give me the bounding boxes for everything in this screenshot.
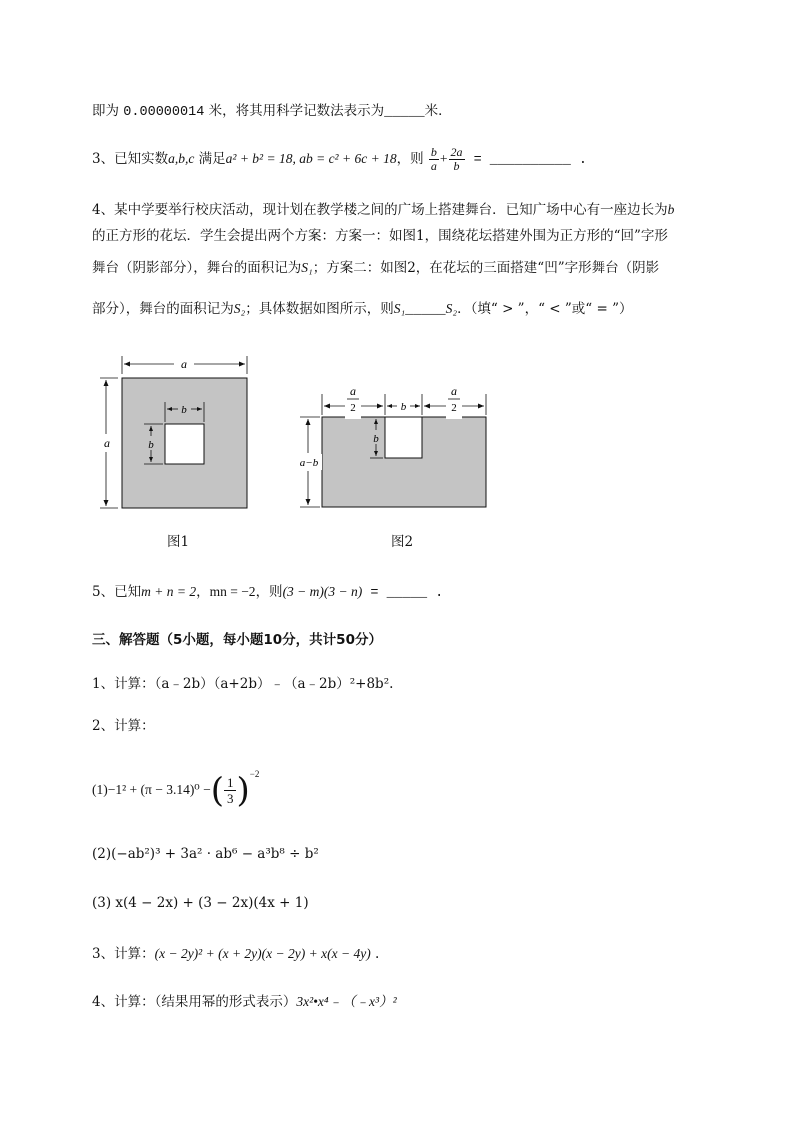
question-2-continuation: 即为 0.00000014 米，将其用科学记数法表示为_____米． bbox=[92, 103, 452, 120]
question-4-line-4: 部分），舞台的面积记为S₂；具体数据如图所示，则S₁_____S₂．（填“ > ”，“ < ”或“ = ”） bbox=[92, 301, 633, 318]
dimension-label-a-over-2-denominator: 2 bbox=[451, 402, 457, 414]
problem-2-part-3: (3) x(4 − 2x) + (3 − 2x)(4x + 1) bbox=[92, 895, 309, 911]
condition-equation: a² + b² = 18, ab = c² + 6c + 18 bbox=[225, 151, 397, 166]
dimension-label-b: b bbox=[373, 433, 379, 445]
number-value: 0.00000014 bbox=[123, 105, 205, 120]
problem-4: 4、计算：（结果用幂的形式表示）3x²•x⁴﹣（﹣x³）² bbox=[92, 994, 397, 1010]
question-5: 5、已知m + n = 2，mn = −2，则(3 − m)(3 − n) = _____ . bbox=[92, 584, 444, 601]
dimension-label-a: a bbox=[181, 357, 187, 371]
figure-2-caption: 图2 bbox=[391, 534, 414, 550]
figure-1-caption: 图1 bbox=[167, 534, 190, 550]
dimension-label-a-minus-b: a−b bbox=[299, 457, 319, 469]
answer-blank: = _____ . bbox=[362, 586, 444, 601]
answer-blank: _____ bbox=[405, 303, 446, 318]
answer-blank: = __________ . bbox=[465, 153, 588, 168]
fraction-2a-over-b: $\frac{2a}{b}$ bbox=[450, 145, 463, 173]
problem-3: 3、计算：(x − 2y)² + (x + 2y)(x − 2y) + x(x − 4y) . bbox=[92, 946, 380, 962]
problem-1: 1、计算：（a﹣2b）（a+2b）﹣（a﹣2b）²+8b². bbox=[92, 676, 394, 692]
question-4-line-3: 舞台（阴影部分），舞台的面积记为S₁；方案二：如图2，在花坛的三面搭建“凹”字形舞台（阴影 bbox=[92, 260, 660, 276]
dimension-label-b: b bbox=[181, 404, 187, 416]
question-4-line-1: 4、某中学要举行校庆活动，现计划在教学楼之间的广场上搭建舞台．已知广场中心有一座边长为b bbox=[92, 202, 675, 218]
dimension-label-a-over-2-numerator: a bbox=[350, 384, 356, 398]
section-heading: 三、解答题（5小题，每小题10分，共计50分） bbox=[92, 632, 382, 648]
answer-blank: _____ bbox=[384, 105, 425, 120]
question-3: 3、已知实数a,b,c 满足a² + b² = 18, ab = c² + 6c + 18，则 $\frac{b}{a}$ + $\frac{2a}{b}$ = __________ . bbox=[92, 145, 588, 173]
dimension-label-a-over-2-denominator: 2 bbox=[350, 402, 356, 414]
question-4-line-2: 的正方形的花坛．学生会提出两个方案：方案一：如图1，围绕花坛搭建外围为正方形的“回”字形 bbox=[92, 228, 668, 244]
problem-2-part-1: (1)−1² + (π − 3.14)⁰ −( $\frac{1}{3}$ )$^{-2}$ bbox=[92, 768, 260, 811]
dimension-label-b: b bbox=[400, 401, 407, 413]
dimension-label-a-over-2-numerator: a bbox=[451, 384, 457, 398]
fraction-b-over-a: $\frac{b}{a}$ bbox=[430, 145, 437, 173]
dimension-label-b: b bbox=[148, 439, 154, 451]
dimension-label-a: a bbox=[104, 436, 110, 450]
figure-2-diagram bbox=[296, 380, 492, 515]
problem-2: 2、计算： bbox=[92, 718, 155, 734]
problem-2-part-2: (2)(−ab²)³ + 3a² · ab⁶ − a³b⁸ ÷ b² bbox=[92, 846, 319, 862]
figure-1-diagram bbox=[96, 352, 256, 517]
